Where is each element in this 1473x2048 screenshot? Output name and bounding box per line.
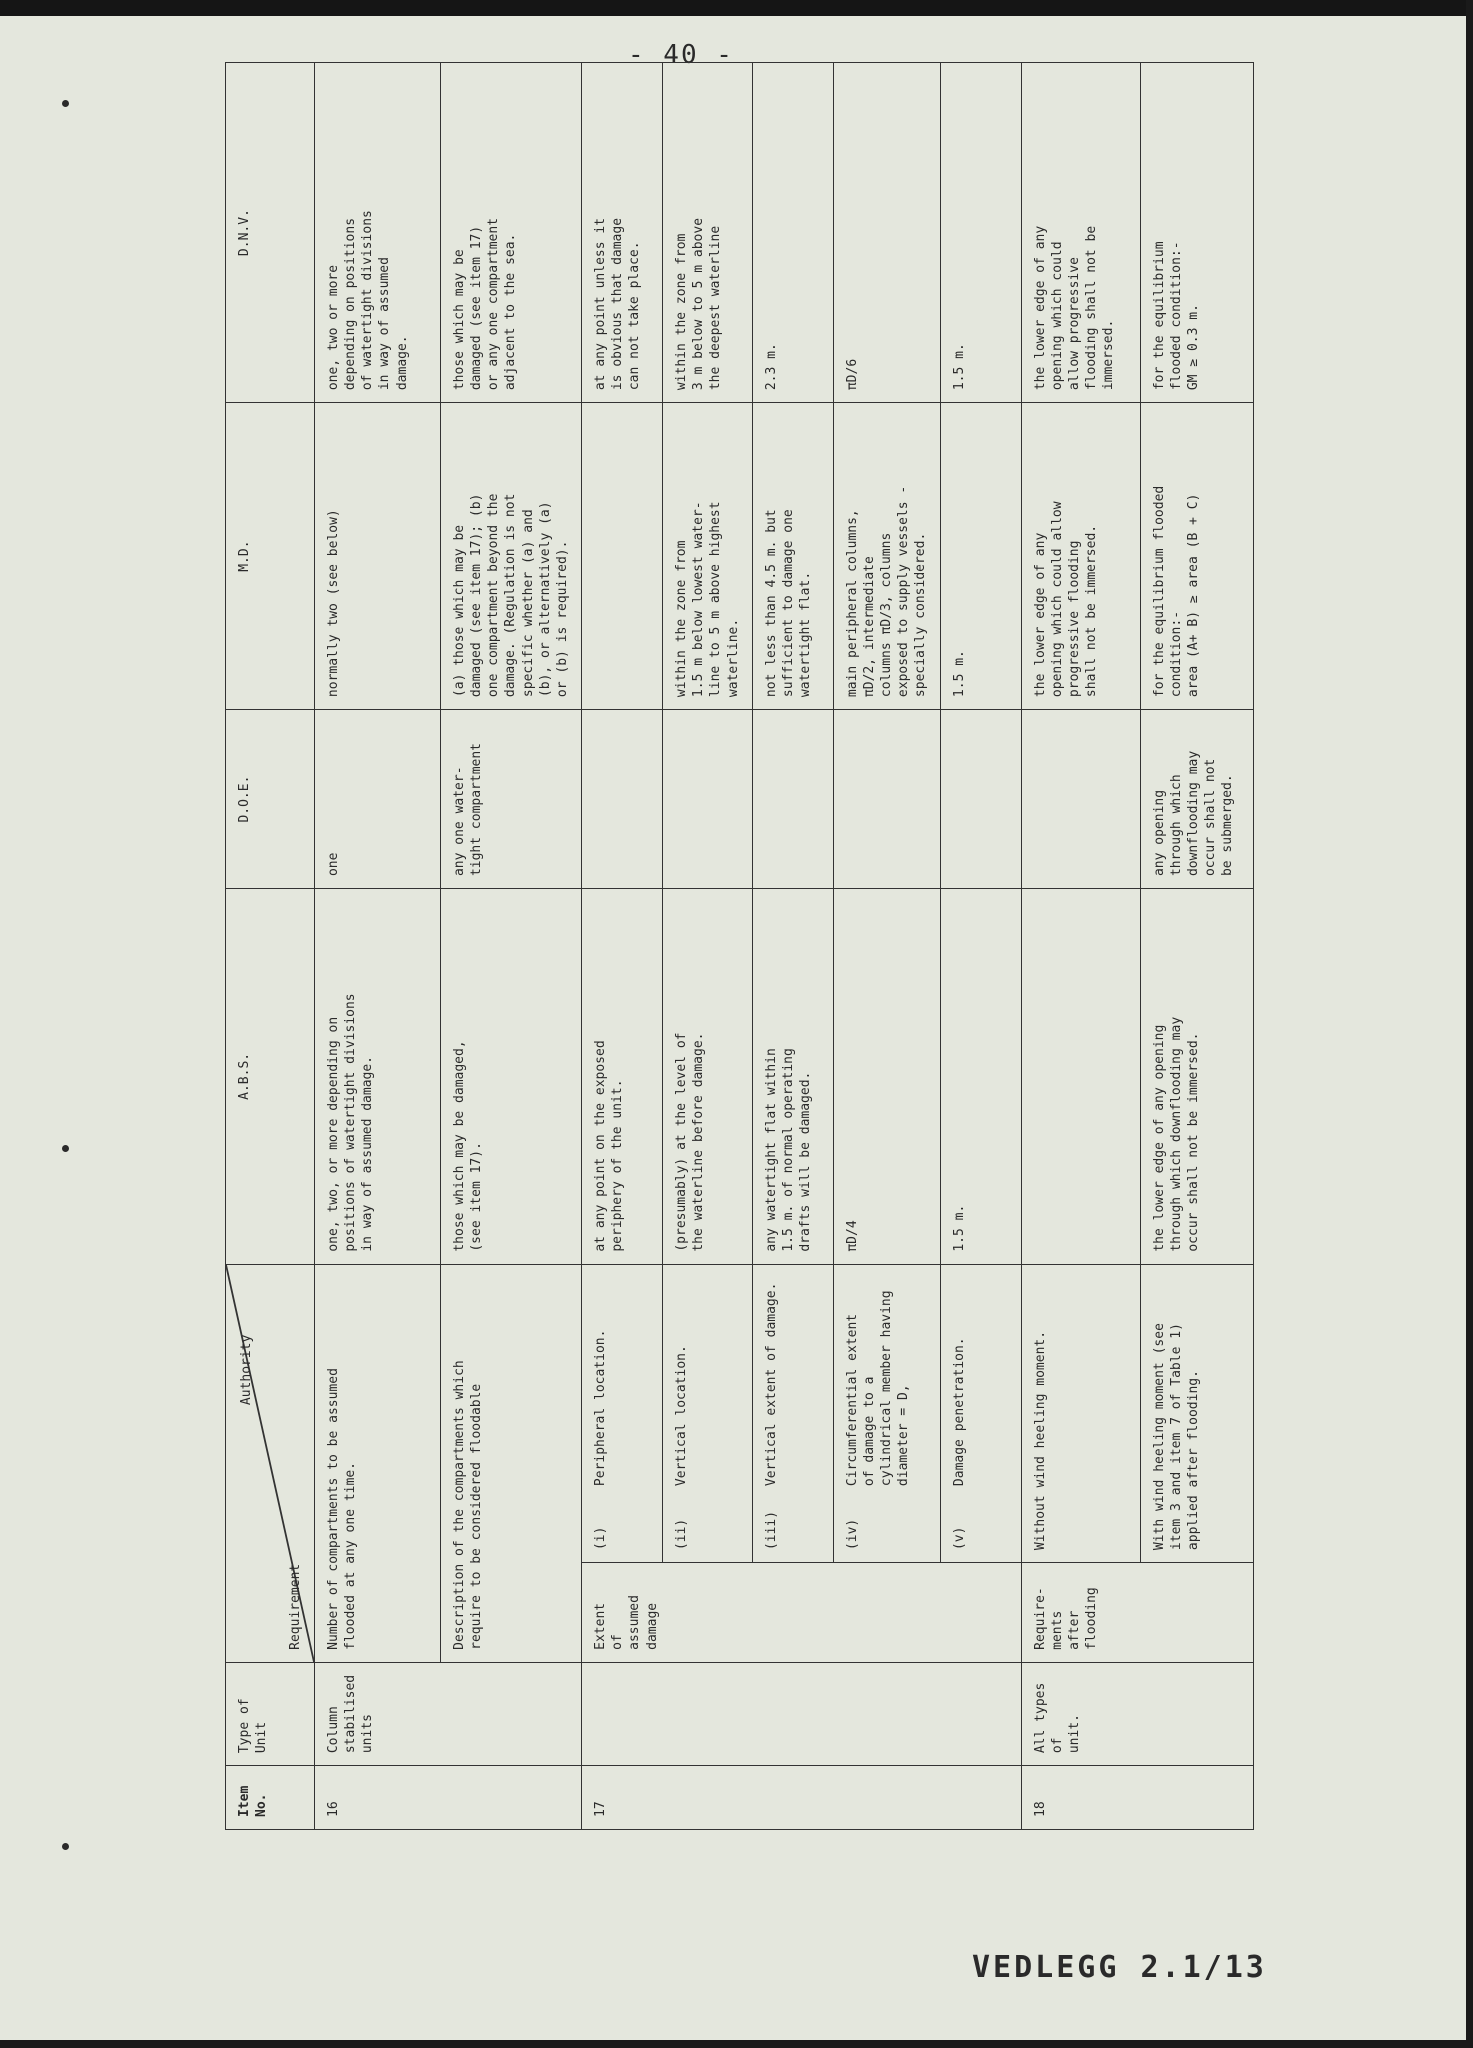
doe-cell bbox=[663, 710, 753, 889]
abs-cell: those which may be damaged, (see item 17). bbox=[441, 889, 582, 1265]
scan-right-edge bbox=[1466, 0, 1473, 2048]
requirement-cell bbox=[833, 1264, 940, 1562]
unit-type: Column stabilised units bbox=[315, 1662, 582, 1765]
punch-hole bbox=[62, 1145, 69, 1152]
header-abs: A.B.S. bbox=[226, 889, 315, 1265]
header-item-no: Item No. bbox=[226, 1766, 315, 1830]
requirement-cell bbox=[582, 1264, 663, 1562]
sub-number: (i) bbox=[593, 1526, 609, 1551]
table-row bbox=[582, 63, 663, 1830]
group-label: Require- ments after flooding bbox=[1021, 1563, 1253, 1663]
abs-cell bbox=[1021, 889, 1140, 1265]
md-cell: for the equilibrium flooded condition:- area (A+ B) ≥ area (B + C) bbox=[1140, 403, 1253, 710]
sub-label: Vertical location. bbox=[674, 1345, 690, 1487]
appendix-stamp: VEDLEGG 2.1/13 bbox=[972, 1950, 1267, 1985]
requirement-cell: Without wind heeling moment. bbox=[1021, 1264, 1140, 1562]
doe-cell bbox=[833, 710, 940, 889]
md-cell: main peripheral columns, πD/2, intermediate columns πD/3, columns exposed to supply vessels - specially considered. bbox=[833, 403, 940, 710]
abs-cell: the lower edge of any opening through which downflooding may occur shall not be immersed. bbox=[1140, 889, 1253, 1265]
sub-number: (ii) bbox=[674, 1518, 690, 1551]
dnv-cell: the lower edge of any opening which could allow progressive flooding shall not be immersed. bbox=[1021, 63, 1140, 403]
md-cell: (a) those which may be damaged (see item 17); (b) one compartment beyond the damage. (Regulation is not specific whether (a) and (b), or alternatively (a) or (b) is required). bbox=[441, 403, 582, 710]
sub-label: Vertical extent of damage. bbox=[763, 1282, 779, 1487]
md-cell: the lower edge of any opening which could allow progressive flooding shall not be immersed. bbox=[1021, 403, 1140, 710]
scan-bottom-edge bbox=[0, 2040, 1473, 2048]
requirement-cell bbox=[752, 1264, 833, 1562]
md-cell: not less than 4.5 m. but sufficient to damage one watertight flat. bbox=[752, 403, 833, 710]
dnv-cell: at any point unless it is obvious that damage can not take place. bbox=[582, 63, 663, 403]
header-type-of-unit: Type of Unit bbox=[226, 1662, 315, 1765]
header-requirement-authority bbox=[226, 1264, 315, 1662]
page-number: - 40 - bbox=[628, 40, 734, 70]
md-cell: within the zone from 1.5 m below lowest water- line to 5 m above highest waterline. bbox=[663, 403, 753, 710]
requirement-cell: Number of compartments to be assumed flooded at any one time. bbox=[315, 1264, 441, 1662]
sub-number: (iii) bbox=[763, 1510, 779, 1551]
md-cell: 1.5 m. bbox=[940, 403, 1021, 710]
abs-cell: πD/4 bbox=[833, 889, 940, 1265]
unit-type bbox=[582, 1662, 1021, 1765]
header-doe: D.O.E. bbox=[226, 710, 315, 889]
requirement-cell bbox=[663, 1264, 753, 1562]
doe-cell: any one water- tight compartment bbox=[441, 710, 582, 889]
dnv-cell: 2.3 m. bbox=[752, 63, 833, 403]
abs-cell: 1.5 m. bbox=[940, 889, 1021, 1265]
unit-type: All types of unit. bbox=[1021, 1662, 1253, 1765]
dnv-cell: within the zone from 3 m below to 5 m above the deepest waterline bbox=[663, 63, 753, 403]
doe-cell: one bbox=[315, 710, 441, 889]
sub-number: (iv) bbox=[844, 1518, 860, 1551]
rotated-table-container bbox=[225, 62, 1236, 1830]
header-requirement: Requirement bbox=[287, 1563, 303, 1650]
item-number: 17 bbox=[582, 1766, 1021, 1830]
doe-cell bbox=[1021, 710, 1140, 889]
item-number: 16 bbox=[315, 1766, 582, 1830]
header-row bbox=[226, 63, 315, 1830]
abs-cell: at any point on the exposed periphery of the unit. bbox=[582, 889, 663, 1265]
sub-label: Damage penetration. bbox=[951, 1337, 967, 1487]
dnv-cell: one, two or more depending on positions of watertight divisions in way of assumed damage. bbox=[315, 63, 441, 403]
group-label: Extent of assumed damage bbox=[582, 1563, 1021, 1663]
requirement-cell bbox=[940, 1264, 1021, 1562]
abs-cell: one, two, or more depending on positions of watertight divisions in way of assumed damage. bbox=[315, 889, 441, 1265]
requirement-cell: Description of the compartments which require to be considered floodable bbox=[441, 1264, 582, 1662]
abs-cell: (presumably) at the level of the waterline before damage. bbox=[663, 889, 753, 1265]
md-cell: normally two (see below) bbox=[315, 403, 441, 710]
dnv-cell: for the equilibrium flooded condition:- GM ≥ 0.3 m. bbox=[1140, 63, 1253, 403]
doe-cell bbox=[752, 710, 833, 889]
dnv-cell: πD/6 bbox=[833, 63, 940, 403]
dnv-cell: those which may be damaged (see item 17) or any one compartment adjacent to the sea. bbox=[441, 63, 582, 403]
damage-stability-table bbox=[225, 62, 1254, 1830]
sub-label: Peripheral location. bbox=[593, 1329, 609, 1487]
abs-cell: any watertight flat within 1.5 m. of normal operating drafts will be damaged. bbox=[752, 889, 833, 1265]
item-number: 18 bbox=[1021, 1766, 1253, 1830]
doe-cell bbox=[582, 710, 663, 889]
table-row bbox=[1021, 63, 1140, 1830]
md-cell bbox=[582, 403, 663, 710]
sub-label: Circumferential extent of damage to a cylindrical member having diameter = D, bbox=[844, 1290, 912, 1487]
punch-hole bbox=[62, 100, 69, 107]
doe-cell: any opening through which downflooding may occur shall not be submerged. bbox=[1140, 710, 1253, 889]
dnv-cell: 1.5 m. bbox=[940, 63, 1021, 403]
punch-hole bbox=[62, 1843, 69, 1850]
table-row bbox=[441, 63, 582, 1830]
header-dnv: D.N.V. bbox=[226, 63, 315, 403]
scan-top-edge bbox=[0, 0, 1473, 16]
doe-cell bbox=[940, 710, 1021, 889]
table-row bbox=[315, 63, 441, 1830]
header-authority: Authority bbox=[239, 1334, 254, 1406]
header-md: M.D. bbox=[226, 403, 315, 710]
requirement-cell: With wind heeling moment (see item 3 and item 7 of Table 1) applied after flooding. bbox=[1140, 1264, 1253, 1562]
sub-number: (v) bbox=[951, 1526, 967, 1551]
